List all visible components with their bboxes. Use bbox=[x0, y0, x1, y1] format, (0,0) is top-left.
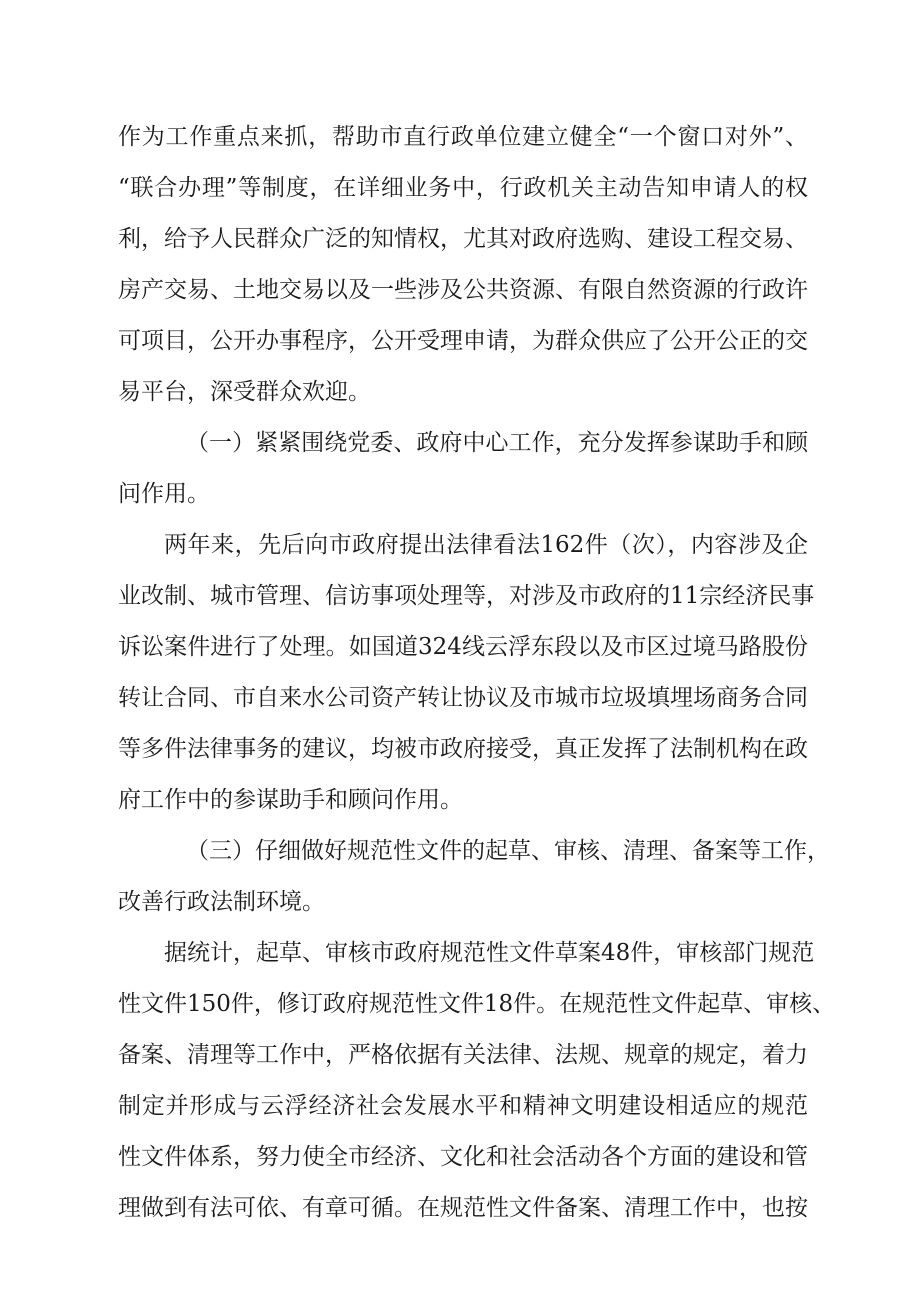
paragraph-line: 两年来，先后向市政府提出法律看法162件（次），内容涉及企 bbox=[164, 532, 808, 558]
section-heading: （三）仔细做好规范性文件的起草、审核、清理、备案等工作， bbox=[186, 838, 830, 864]
section-heading: （一）紧紧围绕党委、政府中心工作，充分发挥参谋助手和顾 bbox=[186, 430, 808, 456]
section-heading: 问作用。 bbox=[118, 481, 210, 507]
paragraph-line: 理做到有法可依、有章可循。在规范性文件备案、清理工作中，也按 bbox=[118, 1195, 808, 1221]
paragraph-line: 利，给予人民群众广泛的知情权，尤其对政府选购、建设工程交易、 bbox=[118, 226, 808, 252]
paragraph-line: 据统计，起草、审核市政府规范性文件草案48件，审核部门规范 bbox=[164, 940, 815, 966]
document-body bbox=[118, 112, 836, 1234]
section-heading: 改善行政法制环境。 bbox=[118, 889, 325, 915]
paragraph-line: 可项目，公开办事程序，公开受理申请，为群众供应了公开公正的交 bbox=[118, 328, 808, 354]
paragraph-line: 备案、清理等工作中，严格依据有关法律、法规、规章的规定，着力 bbox=[118, 1042, 808, 1068]
paragraph-line: 性文件150件，修订政府规范性文件18件。在规范性文件起草、审核、 bbox=[118, 991, 836, 1017]
paragraph-line: 易平台，深受群众欢迎。 bbox=[118, 379, 371, 405]
paragraph-line: 诉讼案件进行了处理。如国道324线云浮东段以及市区过境马路股份 bbox=[118, 634, 808, 660]
paragraph-line: 业改制、城市管理、信访事项处理等，对涉及市政府的11宗经济民事 bbox=[118, 583, 815, 609]
paragraph-line: “联合办理”等制度，在详细业务中，行政机关主动告知申请人的权 bbox=[118, 175, 808, 201]
paragraph-line: 转让合同、市自来水公司资产转让协议及市城市垃圾填埋场商务合同 bbox=[118, 685, 808, 711]
paragraph-line: 府工作中的参谋助手和顾问作用。 bbox=[118, 787, 463, 813]
paragraph-line: 房产交易、土地交易以及一些涉及公共资源、有限自然资源的行政许 bbox=[118, 277, 808, 303]
paragraph-line: 等多件法律事务的建议，均被市政府接受，真正发挥了法制机构在政 bbox=[118, 736, 808, 762]
paragraph-line: 制定并形成与云浮经济社会发展水平和精神文明建设相适应的规范 bbox=[118, 1093, 808, 1119]
paragraph-line: 性文件体系，努力使全市经济、文化和社会活动各个方面的建设和管 bbox=[118, 1144, 808, 1170]
paragraph-line: 作为工作重点来抓，帮助市直行政单位建立健全“一个窗口对外”、 bbox=[118, 124, 808, 150]
